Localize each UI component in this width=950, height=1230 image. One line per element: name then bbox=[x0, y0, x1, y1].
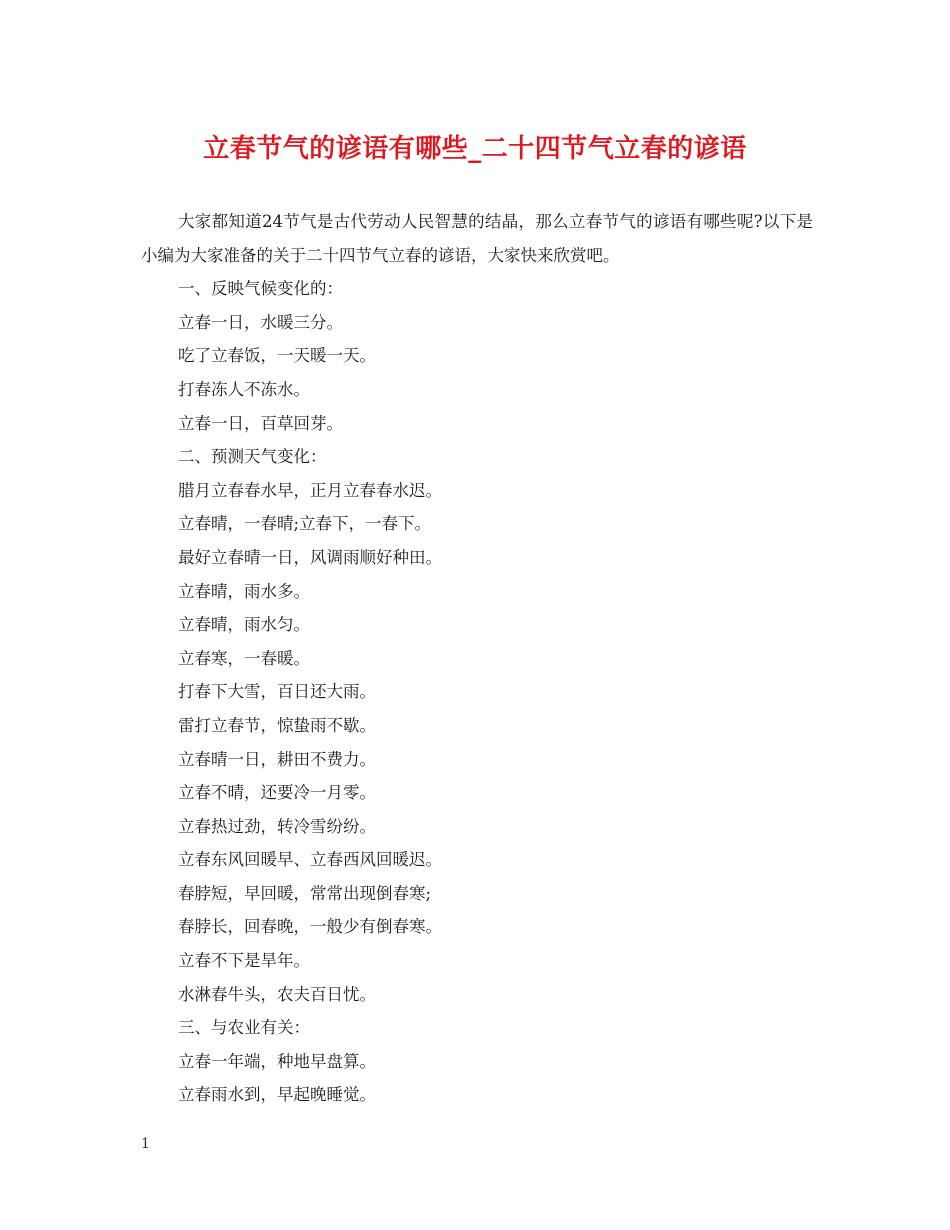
proverb-line: 雷打立春节，惊蛰雨不歇。 bbox=[178, 715, 376, 735]
intro-paragraph: 大家都知道24节气是古代劳动人民智慧的结晶，那么立春节气的谚语有哪些呢?以下是小编为大家准备的关于二十四节气立春的谚语，大家快来欣赏吧。 bbox=[141, 212, 813, 265]
proverb-line: 打春下大雪，百日还大雨。 bbox=[178, 682, 376, 702]
proverb-line: 最好立春晴一日，风调雨顺好种田。 bbox=[178, 547, 442, 567]
proverb-line: 打春冻人不冻水。 bbox=[178, 379, 310, 399]
proverb-line: 立春晴，一春晴;立春下，一春下。 bbox=[178, 514, 432, 534]
proverb-line: 立春晴一日，耕田不费力。 bbox=[178, 749, 376, 769]
proverb-line: 水淋春牛头，农夫百日忧。 bbox=[178, 984, 376, 1004]
proverb-line: 腊月立春春水早，正月立春春水迟。 bbox=[178, 480, 442, 500]
proverb-line: 立春寒，一春暖。 bbox=[178, 648, 310, 668]
proverb-line: 立春不晴，还要冷一月零。 bbox=[178, 783, 376, 803]
proverb-line: 立春晴，雨水多。 bbox=[178, 581, 310, 601]
proverb-line: 立春不下是旱年。 bbox=[178, 951, 310, 971]
proverb-line: 吃了立春饭，一天暖一天。 bbox=[178, 346, 376, 366]
proverb-line: 立春晴，雨水匀。 bbox=[178, 615, 310, 635]
section-heading: 三、与农业有关： bbox=[178, 1018, 310, 1038]
page-title: 立春节气的谚语有哪些_二十四节气立春的谚语 bbox=[203, 134, 747, 164]
proverb-line: 立春一年端，种地早盘算。 bbox=[178, 1051, 376, 1071]
document-body bbox=[141, 205, 813, 1112]
proverb-line: 立春热过劲，转冷雪纷纷。 bbox=[178, 816, 376, 836]
proverb-line: 春脖短，早回暖，常常出现倒春寒; bbox=[178, 883, 432, 903]
section-heading: 一、反映气候变化的： bbox=[178, 279, 343, 299]
proverb-line: 立春东风回暖早、立春西风回暖迟。 bbox=[178, 850, 442, 870]
proverb-line: 立春雨水到，早起晚睡觉。 bbox=[178, 1085, 376, 1105]
proverb-line: 立春一日，水暖三分。 bbox=[178, 312, 343, 332]
proverb-line: 春脖长，回春晚，一般少有倒春寒。 bbox=[178, 917, 442, 937]
section-heading: 二、预测天气变化： bbox=[178, 447, 327, 467]
page-number: 1 bbox=[141, 1136, 150, 1152]
proverb-line: 立春一日，百草回芽。 bbox=[178, 413, 343, 433]
